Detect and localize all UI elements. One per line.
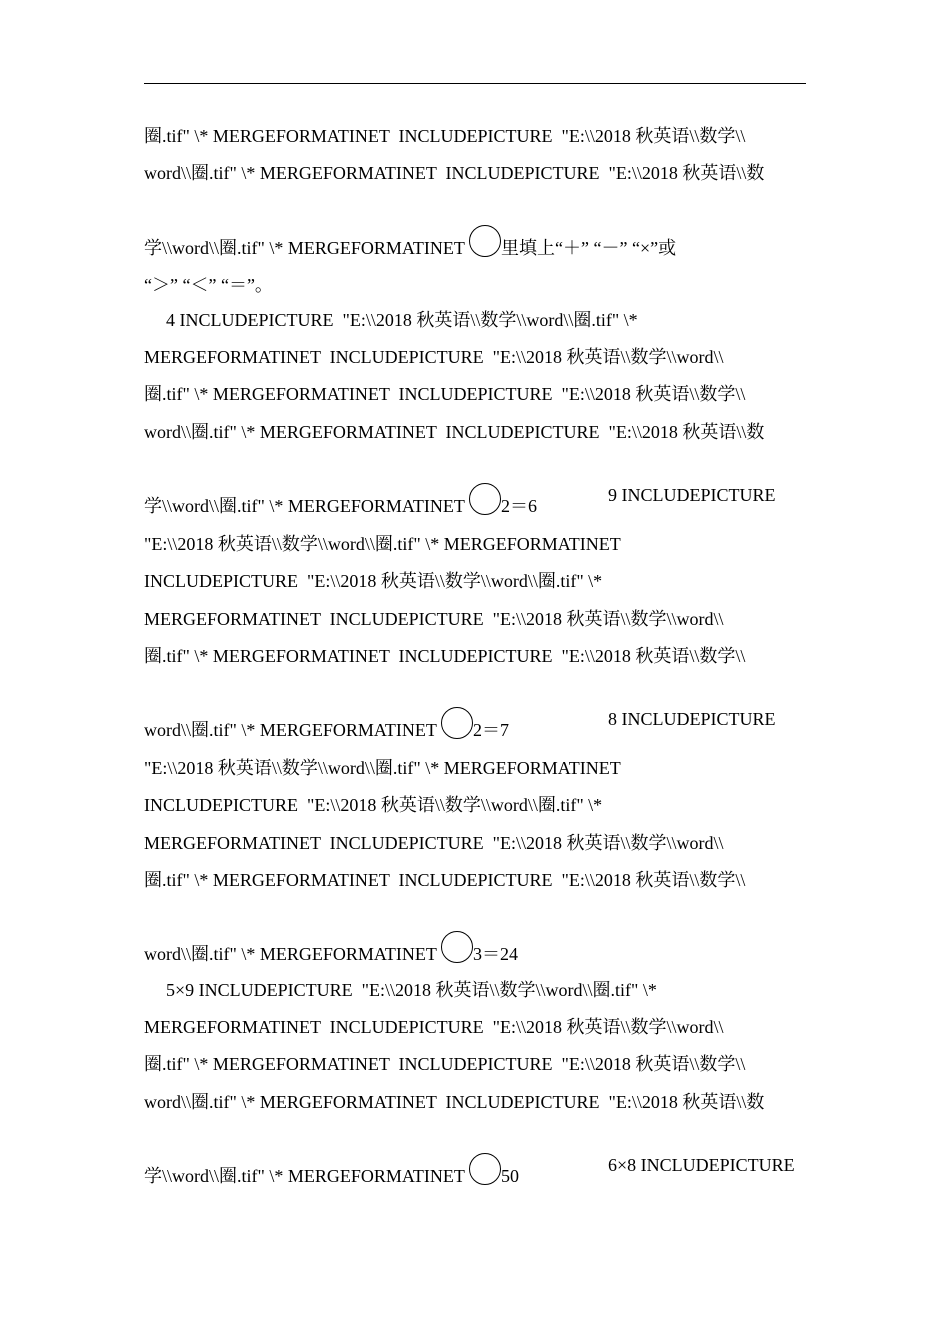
text-run: "E:\\2018 秋英语\\数学\\word\\圈.tif" \* MERGEFORMATINET [144, 534, 621, 554]
text-run: 里填上“＋” “－” “×”或 [501, 238, 677, 258]
answer-circle [469, 225, 501, 257]
text-run: 9 INCLUDEPICTURE [608, 485, 776, 505]
text-run: 圈.tif" \* MERGEFORMATINET INCLUDEPICTURE "E:\\2018 秋英语\\数学\\ [144, 126, 746, 146]
text-run: 圈.tif" \* MERGEFORMATINET INCLUDEPICTURE "E:\\2018 秋英语\\数学\\ [144, 384, 746, 404]
text-line [144, 345, 724, 369]
text-run: 2＝6 [501, 496, 538, 516]
text-line [144, 483, 806, 516]
answer-circle [469, 483, 501, 515]
text-run: MERGEFORMATINET INCLUDEPICTURE "E:\\2018 秋英语\\数学\\word\\ [144, 833, 724, 853]
text-line [144, 756, 621, 780]
text-run: 4 INCLUDEPICTURE "E:\\2018 秋英语\\数学\\word\\圈.tif" \* [166, 310, 638, 330]
text-line [144, 1153, 806, 1186]
text-line [144, 644, 745, 668]
header-rule [144, 83, 806, 84]
text-line [144, 831, 724, 855]
text-line [144, 382, 745, 406]
text-line [144, 607, 724, 631]
text-line [144, 161, 764, 185]
answer-circle [469, 1153, 501, 1185]
text-line [144, 1015, 724, 1039]
text-line [144, 225, 677, 258]
text-run: 圈.tif" \* MERGEFORMATINET INCLUDEPICTURE "E:\\2018 秋英语\\数学\\ [144, 646, 746, 666]
text-line [144, 707, 806, 740]
text-run: 学\\word\\圈.tif" \* MERGEFORMATINET [144, 238, 470, 258]
text-run: 6×8 INCLUDEPICTURE [608, 1155, 795, 1175]
text-run: MERGEFORMATINET INCLUDEPICTURE "E:\\2018 秋英语\\数学\\word\\ [144, 347, 724, 367]
text-run: word\\圈.tif" \* MERGEFORMATINET INCLUDEPICTURE "E:\\2018 秋英语\\数 [144, 163, 765, 183]
text-line [144, 793, 602, 817]
text-run: 圈.tif" \* MERGEFORMATINET INCLUDEPICTURE "E:\\2018 秋英语\\数学\\ [144, 1054, 746, 1074]
text-run: 学\\word\\圈.tif" \* MERGEFORMATINET [144, 496, 470, 516]
text-line [144, 532, 621, 556]
text-line [144, 569, 602, 593]
text-line [144, 1090, 764, 1114]
text-run: “＞” “＜” “＝”。 [144, 275, 273, 295]
text-run: 8 INCLUDEPICTURE [608, 709, 776, 729]
text-line [166, 308, 638, 332]
answer-circle [441, 707, 473, 739]
text-line [144, 1052, 745, 1076]
text-run: 2＝7 [473, 720, 510, 740]
answer-circle [441, 931, 473, 963]
text-run: word\\圈.tif" \* MERGEFORMATINET [144, 720, 442, 740]
text-line [144, 273, 273, 297]
text-run: "E:\\2018 秋英语\\数学\\word\\圈.tif" \* MERGEFORMATINET [144, 758, 621, 778]
text-run: INCLUDEPICTURE "E:\\2018 秋英语\\数学\\word\\圈.tif" \* [144, 571, 603, 591]
text-run: INCLUDEPICTURE "E:\\2018 秋英语\\数学\\word\\圈.tif" \* [144, 795, 603, 815]
text-run: MERGEFORMATINET INCLUDEPICTURE "E:\\2018 秋英语\\数学\\word\\ [144, 1017, 724, 1037]
text-run: 3＝24 [473, 944, 519, 964]
text-line [166, 978, 657, 1002]
text-run: word\\圈.tif" \* MERGEFORMATINET INCLUDEPICTURE "E:\\2018 秋英语\\数 [144, 422, 765, 442]
text-run: MERGEFORMATINET INCLUDEPICTURE "E:\\2018 秋英语\\数学\\word\\ [144, 609, 724, 629]
text-line [144, 931, 519, 964]
text-run: word\\圈.tif" \* MERGEFORMATINET [144, 944, 442, 964]
text-line [144, 868, 745, 892]
text-line [144, 124, 745, 148]
text-run: 5×9 INCLUDEPICTURE "E:\\2018 秋英语\\数学\\word\\圈.tif" \* [166, 980, 657, 1000]
text-line [144, 420, 764, 444]
text-run: word\\圈.tif" \* MERGEFORMATINET INCLUDEPICTURE "E:\\2018 秋英语\\数 [144, 1092, 765, 1112]
text-run: 圈.tif" \* MERGEFORMATINET INCLUDEPICTURE "E:\\2018 秋英语\\数学\\ [144, 870, 746, 890]
text-run: 50 [501, 1166, 520, 1186]
text-run: 学\\word\\圈.tif" \* MERGEFORMATINET [144, 1166, 470, 1186]
